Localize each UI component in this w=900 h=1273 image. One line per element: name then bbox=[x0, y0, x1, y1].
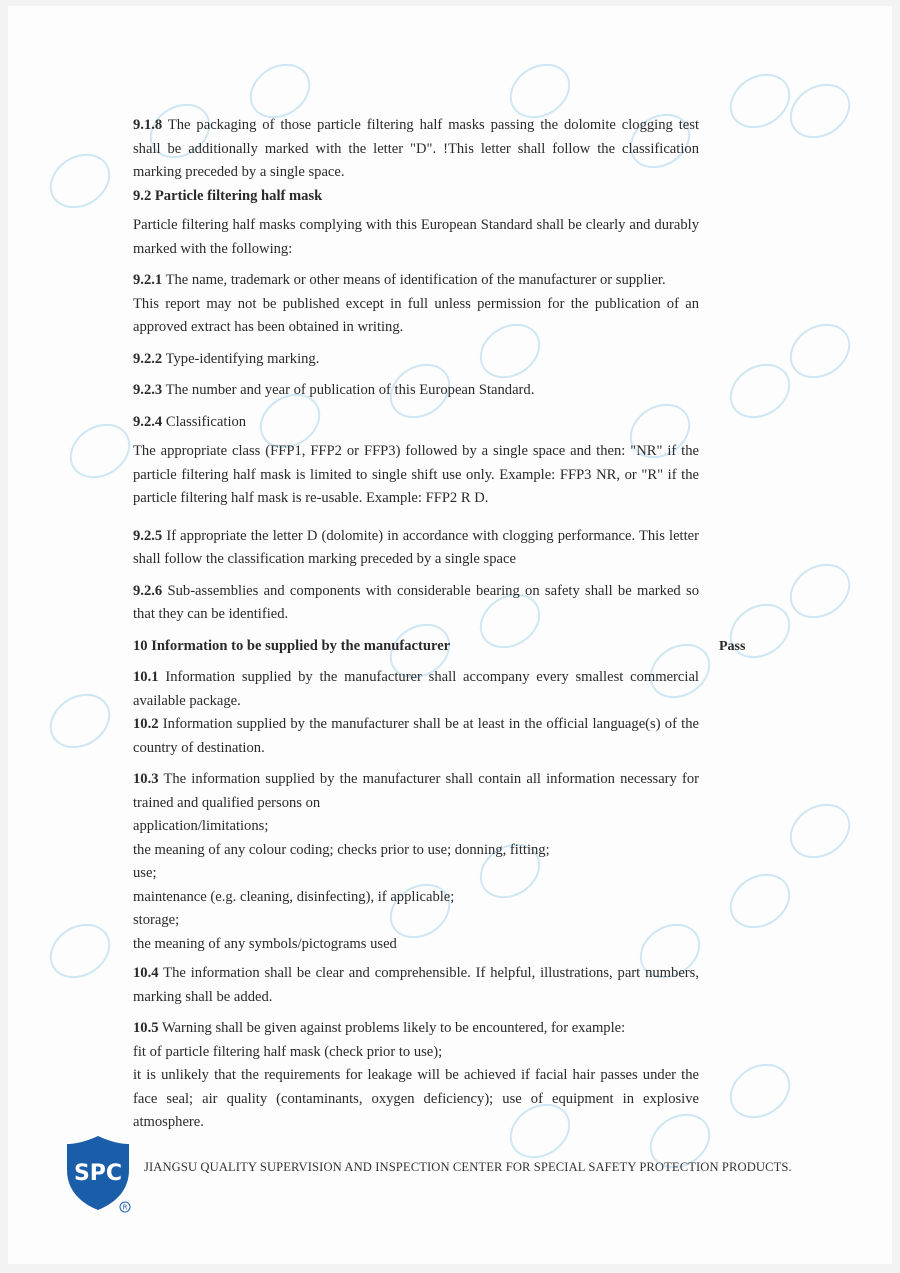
section-number: 10.5 bbox=[133, 1020, 159, 1036]
section-number: 9.2.3 bbox=[133, 382, 163, 398]
section-10-4 bbox=[133, 962, 699, 1009]
list-item: use; bbox=[133, 865, 157, 881]
report-publication-note: This report may not be published except in full unless permission for the publication of an approved extract has been obtained in writing. bbox=[133, 295, 699, 335]
page-footer bbox=[63, 1134, 863, 1214]
list-item: the meaning of any symbols/pictograms used bbox=[133, 935, 397, 952]
section-9-2-heading: 9.2 Particle filtering half mask bbox=[133, 187, 323, 204]
section-text: Information supplied by the manufacturer shall be at least in the official language(s) of the country of destination. bbox=[133, 716, 699, 756]
section-number: 9.2.1 bbox=[133, 272, 163, 288]
section-9-2-3 bbox=[133, 379, 699, 403]
section-number: 9.2.2 bbox=[133, 350, 163, 367]
section-number: 9.2.4 bbox=[133, 413, 163, 430]
section-10-1 bbox=[133, 666, 699, 713]
section-9-2-intro: Particle filtering half masks complying with this European Standard shall be clearly and durably marked with the following: bbox=[133, 217, 699, 257]
section-number: 9.2.5 bbox=[133, 527, 163, 544]
list-item: the meaning of any colour coding; checks prior to use; donning, fitting; bbox=[133, 841, 550, 858]
section-number: 10.1 bbox=[133, 669, 159, 685]
list-item: application/limitations; bbox=[133, 818, 269, 834]
section-10-2 bbox=[133, 713, 699, 760]
section-9-2-2 bbox=[133, 348, 699, 372]
section-text: The name, trademark or other means of identification of the manufacturer or supplier. bbox=[165, 272, 666, 288]
section-9-2-5 bbox=[133, 525, 699, 572]
section-10-row bbox=[133, 635, 746, 659]
section-10-heading: 10 Information to be supplied by the manufacturer bbox=[133, 637, 451, 654]
list-item: maintenance (e.g. cleaning, disinfecting), if applicable; bbox=[133, 888, 455, 905]
section-number: 10.4 bbox=[133, 965, 159, 981]
section-text: Warning shall be given against problems likely to be encountered, for example: bbox=[161, 1020, 626, 1036]
report-body bbox=[133, 114, 746, 1135]
section-9-2-1 bbox=[133, 269, 699, 293]
section-9-2-4-body: The appropriate class (FFP1, FFP2 or FFP3) followed by a single space and then: "NR" if the particle filtering half mask is limited to single shift use only. Example: FFP3 NR, or "R" if the particle filtering half mask is re-usable. Example: FFP2 R D. bbox=[133, 443, 699, 506]
section-text: Sub-assemblies and components with considerable bearing on safety shall be marked so that they can be identified. bbox=[133, 582, 699, 622]
list-item: fit of particle filtering half mask (check prior to use); bbox=[133, 1043, 443, 1060]
section-text: Type-identifying marking. bbox=[165, 350, 320, 367]
section-number: 10.2 bbox=[133, 716, 159, 732]
organization-name: JIANGSU QUALITY SUPERVISION AND INSPECTION CENTER FOR SPECIAL SAFETY PROTECTION PRODUCTS. bbox=[144, 1160, 792, 1174]
list-item: it is unlikely that the requirements for leakage will be achieved if facial hair passes under the face seal; air quality (contaminants, oxygen deficiency); use of equipment in explosive atmosphere. bbox=[133, 1067, 699, 1130]
section-number: 9.2.6 bbox=[133, 582, 163, 599]
section-text: Classification bbox=[165, 413, 247, 430]
section-text: The information supplied by the manufacturer shall contain all information necessary for trained and qualified persons on bbox=[133, 771, 699, 811]
spc-shield-logo bbox=[63, 1134, 133, 1214]
section-10-5 bbox=[133, 1017, 699, 1041]
result-pass: Pass bbox=[719, 638, 746, 654]
report-page bbox=[8, 6, 892, 1264]
section-9-2-4 bbox=[133, 411, 699, 435]
section-10-3 bbox=[133, 768, 699, 815]
logo-text: SPC bbox=[73, 1161, 123, 1186]
section-text: The information shall be clear and comprehensible. If helpful, illustrations, part numbers, marking shall be added. bbox=[133, 965, 699, 1005]
list-item: storage; bbox=[133, 912, 180, 928]
section-number: 10.3 bbox=[133, 771, 159, 787]
registered-mark: R bbox=[122, 1203, 128, 1212]
section-text: Information supplied by the manufacturer shall accompany every smallest commercial available package. bbox=[133, 669, 699, 709]
section-number: 9.1.8 bbox=[133, 117, 163, 133]
section-9-2-6 bbox=[133, 580, 699, 627]
section-text: If appropriate the letter D (dolomite) in accordance with clogging performance. This letter shall follow the classification marking preceded by a single space bbox=[133, 527, 700, 567]
section-9-1-8 bbox=[133, 114, 699, 185]
section-text: The packaging of those particle filtering half masks passing the dolomite clogging test shall be additionally marked with the letter "D". !This letter shall follow the classification marking preceded by a single space. bbox=[133, 117, 699, 180]
section-text: The number and year of publication of this European Standard. bbox=[165, 382, 535, 398]
